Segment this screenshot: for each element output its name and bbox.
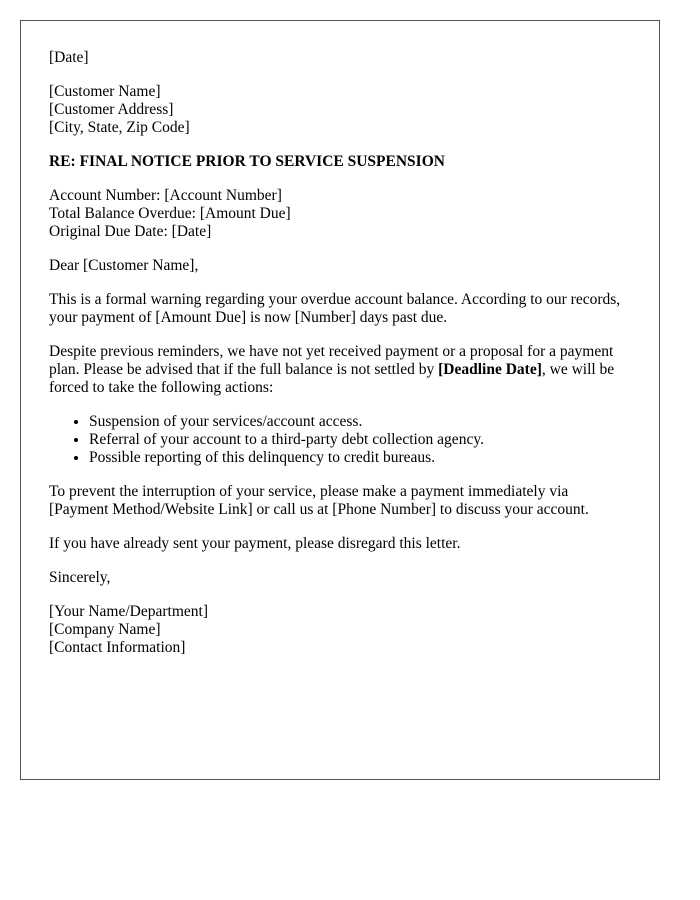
account-details-block [49,187,631,241]
recipient-name: [Customer Name] [49,83,161,100]
recipient-city-state-zip: [City, State, Zip Code] [49,119,190,136]
recipient-address-block [49,83,631,137]
letter-date [49,49,631,67]
paragraph-disregard: If you have already sent your payment, please disregard this letter. [49,535,461,552]
paragraph-deadline-after: , we will be forced to take the following actions: [49,361,615,396]
paragraph-deadline-before: Despite previous reminders, we have not yet received payment or a proposal for a payment plan. Please be advised that if the full balance is not settled by [49,343,614,378]
paragraph-overdue-warning: This is a formal warning regarding your overdue account balance. According to our records, your payment of [Amount Due] is now [Number] days past due. [49,291,621,326]
letter-page [20,20,660,780]
actions-list [49,413,631,467]
list-item: • Suspension of your services/account access. [89,413,631,431]
closing: Sincerely, [49,569,111,586]
salutation: Dear [Customer Name], [49,257,199,274]
subject-line: RE: FINAL NOTICE PRIOR TO SERVICE SUSPENSION [49,153,445,170]
account-number: Account Number: [Account Number] [49,187,282,204]
signature-name-department: [Your Name/Department] [49,603,208,620]
paragraph-payment-instructions: To prevent the interruption of your service, please make a payment immediately via [Payment Method/Website Link] or call us at [Phone Number] to discuss your account. [49,483,589,518]
recipient-address: [Customer Address] [49,101,174,118]
date-text: [Date] [49,49,89,66]
signature-block [49,603,631,657]
list-item: • Possible reporting of this delinquency to credit bureaus. [89,449,631,467]
balance-overdue: Total Balance Overdue: [Amount Due] [49,205,291,222]
deadline-date: [Deadline Date] [438,361,542,378]
signature-contact: [Contact Information] [49,639,186,656]
original-due-date: Original Due Date: [Date] [49,223,212,240]
list-item: • Referral of your account to a third-party debt collection agency. [89,431,631,449]
paragraph-deadline [49,343,631,397]
signature-company: [Company Name] [49,621,161,638]
